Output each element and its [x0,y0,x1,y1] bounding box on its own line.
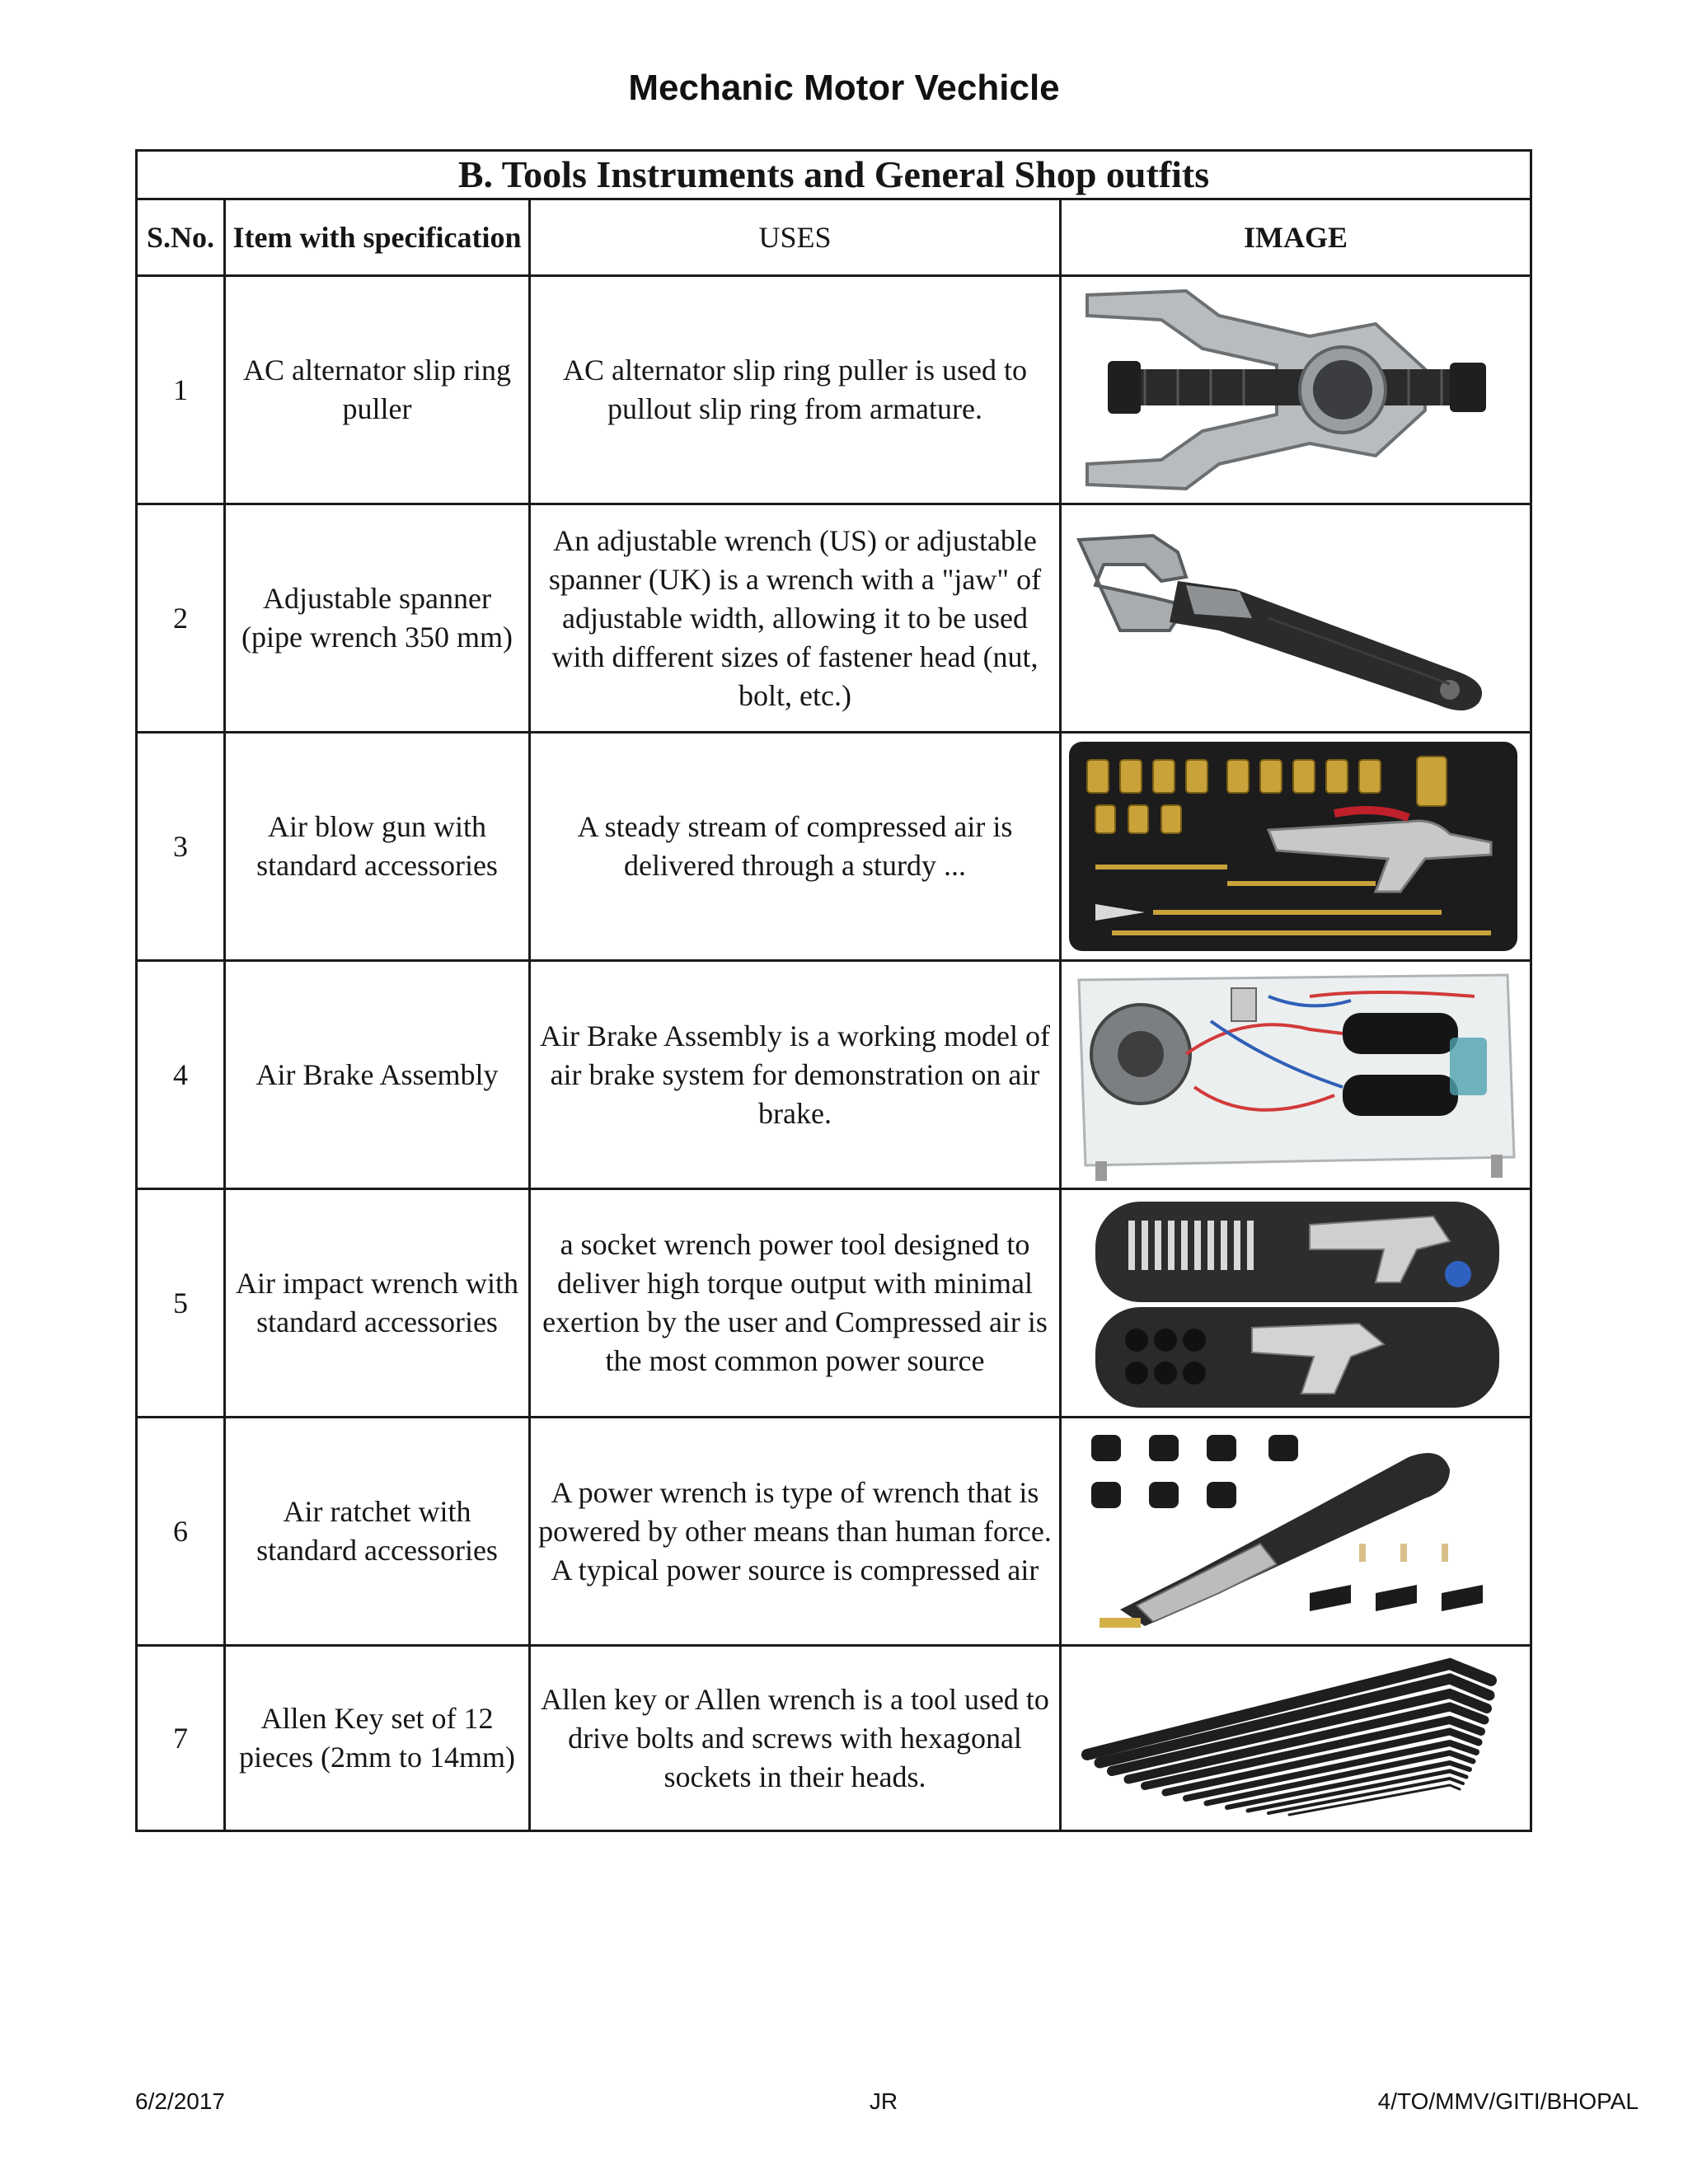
row-sno: 3 [137,733,225,961]
row-sno: 6 [137,1418,225,1646]
table-row [137,961,1531,1189]
air-brake-assembly-image [1062,963,1525,1186]
row-item: Allen Key set of 12 pieces (2mm to 14mm) [225,1646,530,1831]
table-row [137,504,1531,733]
adjustable-wrench-image [1062,507,1525,729]
row-uses: A steady stream of compressed air is delivered through a sturdy ... [530,733,1061,961]
header-sno: S.No. [137,199,225,276]
row-uses: Air Brake Assembly is a working model of air brake system for demonstration on air brake. [530,961,1061,1189]
table-row [137,1189,1531,1418]
table-caption-row [137,151,1531,199]
table-row [137,733,1531,961]
row-sno: 2 [137,504,225,733]
row-image [1061,276,1531,504]
table-row [137,1418,1531,1646]
row-item: AC alternator slip ring puller [225,276,530,504]
footer-center: JR [869,2088,898,2114]
row-uses: Allen key or Allen wrench is a tool used to drive bolts and screws with hexagonal sockets in their heads. [530,1646,1061,1831]
header-row [137,199,1531,276]
row-uses: An adjustable wrench (US) or adjustable spanner (UK) is a wrench with a "jaw" of adjustable width, allowing it to be used with different sizes of fastener head (nut, bolt, etc.) [530,504,1061,733]
air-ratchet-image [1062,1420,1525,1643]
row-image [1061,1189,1531,1418]
row-uses: a socket wrench power tool designed to deliver high torque output with minimal exertion by the user and Compressed air is the most common power source [530,1189,1061,1418]
row-uses: AC alternator slip ring puller is used to pullout slip ring from armature. [530,276,1061,504]
air-impact-wrench-kit-image [1062,1192,1525,1414]
air-blow-gun-kit-image [1062,735,1525,958]
row-image [1061,1646,1531,1831]
table-row [137,1646,1531,1831]
table-caption: B. Tools Instruments and General Shop outfits [137,151,1531,199]
row-sno: 4 [137,961,225,1189]
header-image: IMAGE [1061,199,1531,276]
header-item: Item with specification [225,199,530,276]
row-image [1061,733,1531,961]
header-uses: USES [530,199,1061,276]
row-sno: 1 [137,276,225,504]
row-uses: A power wrench is type of wrench that is powered by other means than human force. A typical power source is compressed air [530,1418,1061,1646]
table-row [137,276,1531,504]
footer-ref: 4/TO/MMV/GITI/BHOPAL [1377,2088,1639,2114]
tools-table [135,149,1532,1832]
row-item: Air impact wrench with standard accessories [225,1189,530,1418]
row-image [1061,1418,1531,1646]
footer-date: 6/2/2017 [135,2088,225,2114]
page-title: Mechanic Motor Vechicle [628,68,1060,108]
row-item: Air Brake Assembly [225,961,530,1189]
row-item: Air blow gun with standard accessories [225,733,530,961]
row-item: Air ratchet with standard accessories [225,1418,530,1646]
row-image [1061,961,1531,1189]
allen-key-set-image [1062,1647,1525,1829]
row-sno: 7 [137,1646,225,1831]
row-image [1061,504,1531,733]
row-item: Adjustable spanner (pipe wrench 350 mm) [225,504,530,733]
row-sno: 5 [137,1189,225,1418]
slip-ring-puller-image [1062,279,1525,501]
